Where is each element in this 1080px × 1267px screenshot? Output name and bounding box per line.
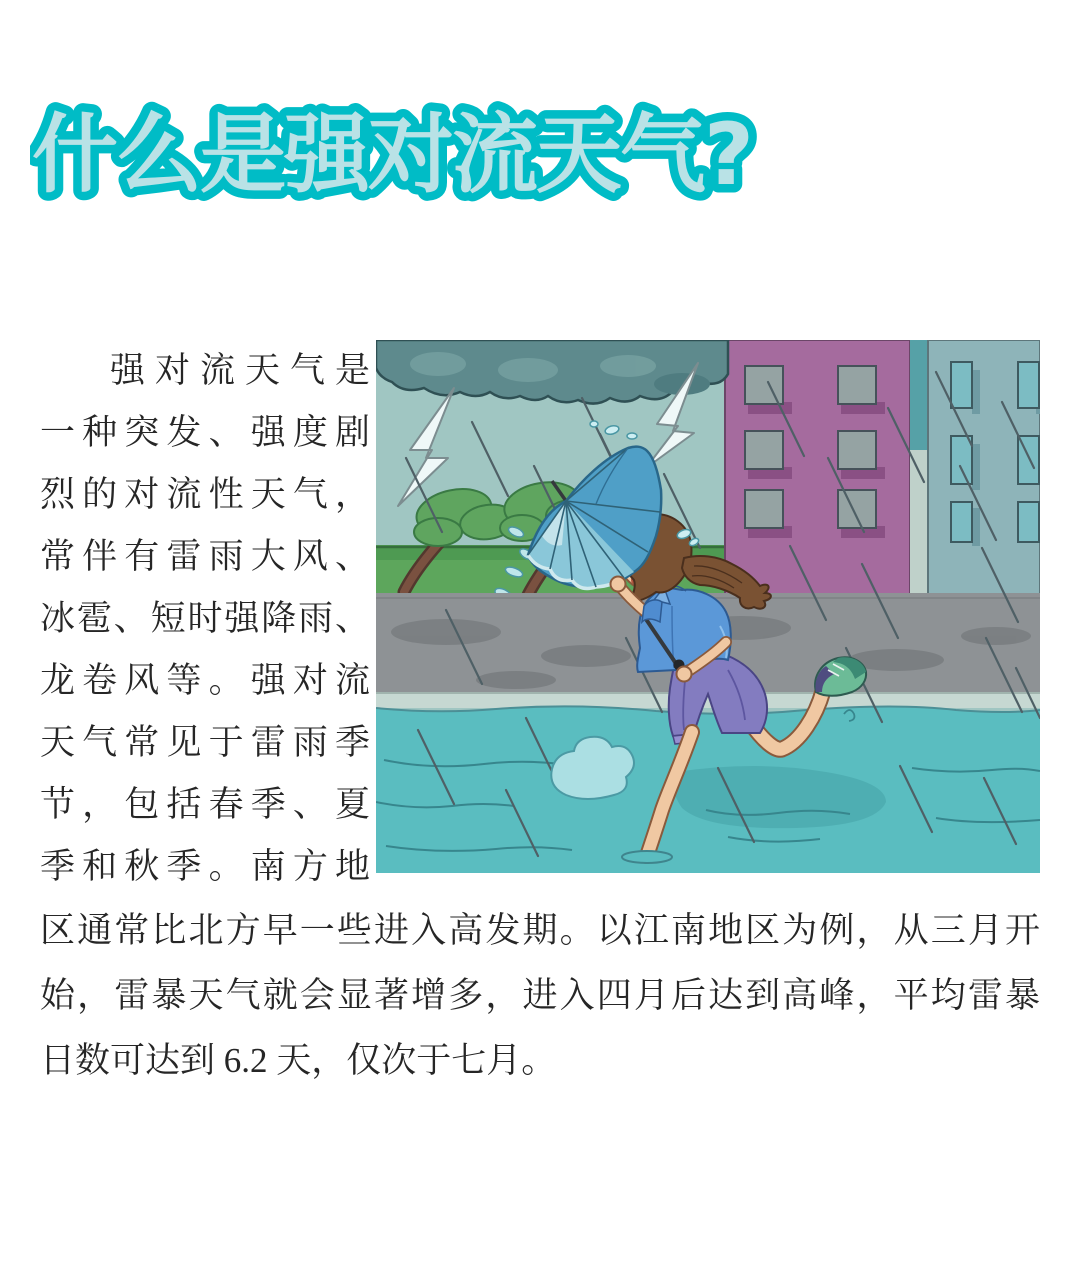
article-left-column [40, 340, 370, 898]
teal-building [928, 340, 1040, 616]
hand [611, 577, 626, 592]
storm-illustration [376, 340, 1040, 873]
text-line: 节，包括春季、夏 [40, 785, 370, 824]
text-line: 烈的对流性天气， [40, 475, 370, 514]
text-line: 龙卷风等。强对流 [40, 661, 370, 700]
flood-water [376, 706, 1040, 873]
text-line: 强对流天气是 [110, 351, 370, 390]
purple-building [725, 340, 910, 608]
fist [677, 667, 692, 682]
text-line: 天气常见于雷雨季 [40, 723, 370, 762]
storm-illustration-svg [376, 340, 1040, 873]
text-line: 常伴有雷雨大风、 [40, 537, 370, 576]
text-line: 季和秋季。南方地 [40, 847, 370, 886]
article [40, 340, 1040, 1093]
text-line: 始，雷暴天气就会显著增多，进入四月后达到高峰，平均雷暴 [40, 976, 1040, 1015]
building-gap [910, 340, 928, 616]
ankle-ripple [622, 851, 672, 863]
text-line: 冰雹、短时强降雨、 [40, 599, 370, 638]
title-block [0, 0, 1080, 218]
page-title: 什么是强对流天气? [32, 105, 752, 205]
article-bottom-lines [40, 898, 1040, 1093]
text-line: 区通常比北方早一些进入高发期。以江南地区为例，从三月开 [40, 911, 1040, 950]
text-line: 一种突发、强度剧 [40, 413, 370, 452]
text-line: 日数可达到 6.2 天，仅次于七月。 [40, 1041, 557, 1080]
page-title-art [30, 88, 770, 213]
